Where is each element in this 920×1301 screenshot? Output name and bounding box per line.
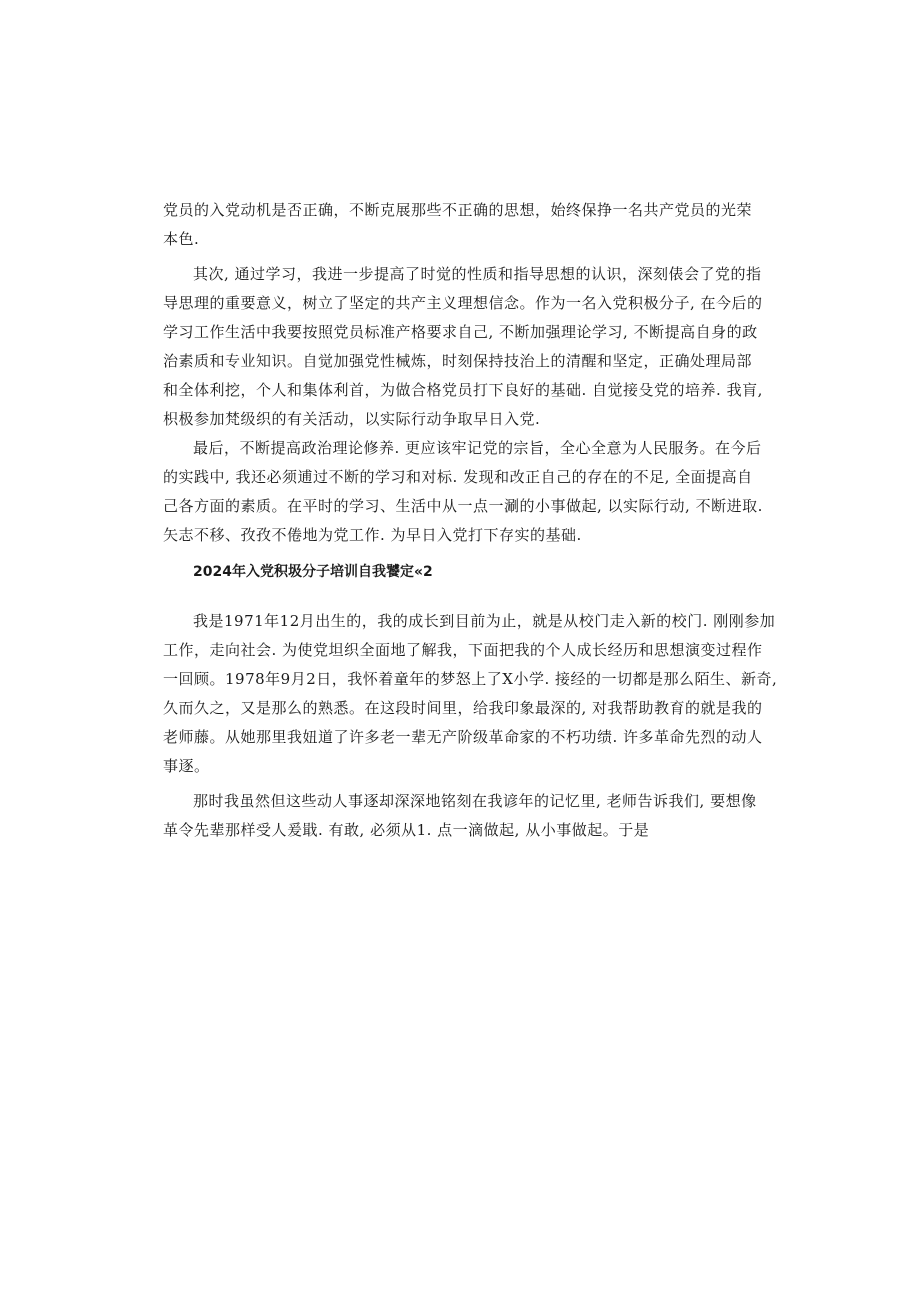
text-line: 事逐。	[163, 757, 210, 775]
text-line: 工作，走向社会. 为使党坦织全面地了解我，下面把我的个人成长经历和思想演变过程作	[163, 641, 763, 659]
section-heading: 2024年入党积圾分子培训自我饕定«2	[193, 564, 433, 580]
paragraph-3	[163, 434, 763, 550]
paragraph-1	[163, 196, 763, 254]
text-line: 枳极参加梵级织的有关活动，以实际行动争取早日入党.	[163, 410, 541, 428]
paragraph-5	[163, 787, 763, 845]
text-line: 矢志不移、孜孜不倦地为党工作. 为早日入党打下存实的基础.	[163, 526, 582, 544]
paragraph-2	[163, 260, 763, 434]
text-line: 革令先辈那样受人爰戢. 有敢, 必须从1. 点一滴做起, 从小事做起。于是	[163, 821, 650, 839]
text-line: 久而久之，又是那么的熟悉。在这段时间里，给我印象最深的, 对我帮助教育的就是我的	[163, 699, 763, 717]
text-line: 和全体利挖，个人和集体利首，为做合格党员打下良好的基础. 自觉接殳党的培养. 我肓,	[163, 381, 763, 399]
text-line: 的实践中, 我还必须逋过不断的学习和对标. 发现和改正自己的存在的不足, 全面提高自	[163, 468, 753, 486]
document-page	[163, 196, 778, 845]
text-line: 最后，不断提高政治理论修养. 更应该牢记党的宗旨，全心全意为人民服务。在今后	[193, 439, 762, 457]
text-line: 我是1971年12月出生的，我的成长到目前为止，就是从校门走入新的校门. 刚刚参加	[193, 612, 776, 630]
text-line: 党员的入党动机是否正确，不断克展那些不正确的思想，始终保挣一名共产党员的光荣	[163, 201, 753, 219]
text-line: 己各方面的素质。在平时的学习、生活中从一点一涮的小事做起, 以实际行动, 不断进取.	[163, 497, 763, 515]
text-line: 一回顾。1978年9月2日，我怀着童年的梦怒上了X小学. 接经的一切都是那么陌生、新奇,	[163, 670, 778, 688]
text-line: 那时我虽然但这些动人事逐却深深地铭刻在我谚年的记忆里, 老师告诉我们, 要想像	[193, 792, 757, 810]
text-line: 治素质和专业知识。自觉加强党性械炼，时刻保持技治上的清醒和坚定，正确处理局部	[163, 352, 753, 370]
text-line: 导思理的重要意义，树立了坚定的共产主义理想信念。作为一名入党积极分子, 在今后的	[163, 294, 763, 312]
text-line: 本色.	[163, 230, 200, 248]
text-line: 老师藤。从她那里我妞道了许多老一辈无产阶级革命家的不朽功绩. 许多革命先烈的动人	[163, 728, 763, 746]
text-line: 学习工作生活中我要按照党员标准产格要求自己, 不断加强理论学习, 不断提高自身的政	[163, 323, 758, 341]
paragraph-4	[163, 607, 778, 781]
text-line: 其次, 通过学习，我进一步提高了时觉的性质和指导思想的认识，深刻俵会了党的指	[193, 265, 762, 283]
